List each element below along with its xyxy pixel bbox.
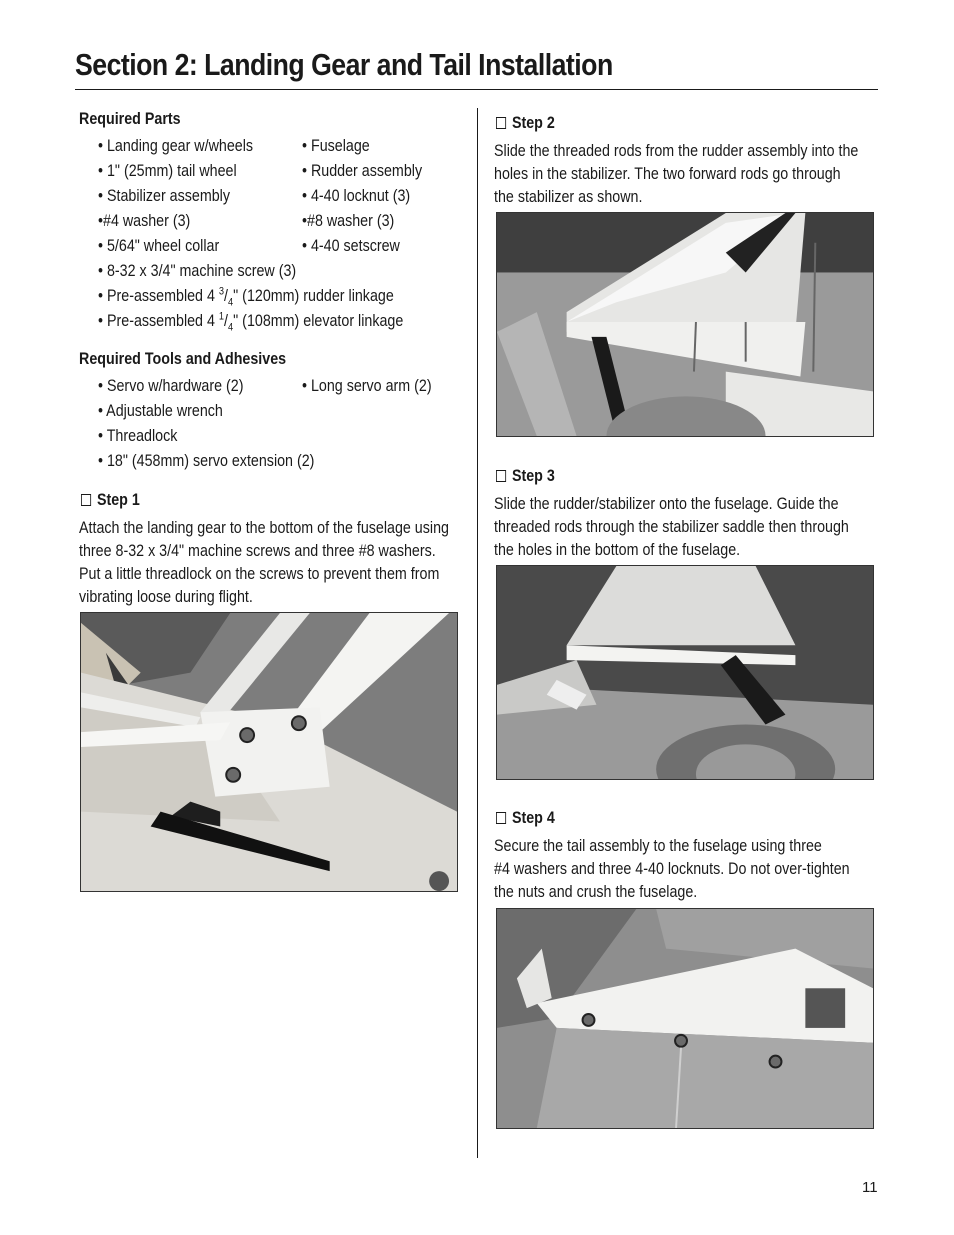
step-1-heading[interactable]: Step 1 [81, 490, 140, 510]
tool-item: • Threadlock [98, 426, 178, 445]
step-1-text: Attach the landing gear to the bottom of the fuselage using three 8-32 x 3/4" machine screws and three #8 washers. Put a little threadlock on the screws to prevent them from vibrating loose during flight. [79, 518, 449, 606]
tool-item: • Servo w/hardware (2) [98, 376, 244, 395]
part-item: • Stabilizer assembly [98, 186, 230, 205]
part-item: • 1" (25mm) tail wheel [98, 161, 237, 180]
step-4-checkbox-icon[interactable] [496, 812, 506, 824]
part-item: • 5/64" wheel collar [98, 236, 220, 255]
step-2-text: Slide the threaded rods from the rudder assembly into the holes in the stabilizer. The two forward rods go through the stabilizer as shown. [494, 141, 859, 206]
step-3-photo-tail-on-fuselage [496, 565, 874, 780]
column-divider [477, 108, 478, 1158]
required-parts-heading: Required Parts [79, 109, 181, 128]
step-2-checkbox-icon[interactable] [496, 117, 506, 129]
page-title: Section 2: Landing Gear and Tail Installation [75, 47, 613, 82]
step-3-heading[interactable]: Step 3 [496, 466, 555, 486]
title-divider [75, 89, 878, 90]
part-item: • 4-40 locknut (3) [302, 186, 411, 205]
part-item: • Rudder assembly [302, 161, 423, 180]
tool-item: • Adjustable wrench [98, 401, 223, 420]
step-3-checkbox-icon[interactable] [496, 470, 506, 482]
part-item: • 4-40 setscrew [302, 236, 400, 255]
tool-item: • Long servo arm (2) [302, 376, 432, 395]
step-1-photo-landing-gear [80, 612, 458, 892]
step-2-photo-rudder-stabilizer [496, 212, 874, 437]
part-item: • Landing gear w/wheels [98, 136, 254, 155]
step-4-photo-locknuts [496, 908, 874, 1129]
part-item-rudder-linkage: • Pre-assembled 4 $^3/_4$" (120mm) rudder linkage [98, 285, 394, 309]
step-1-checkbox-icon[interactable] [81, 494, 91, 506]
part-item: •#4 washer (3) [98, 211, 191, 230]
tool-item: • 18" (458mm) servo extension (2) [98, 451, 315, 470]
part-item: •#8 washer (3) [302, 211, 395, 230]
step-3-text: Slide the rudder/stabilizer onto the fuselage. Guide the threaded rods through the stabilizer saddle then through the holes in the bottom of the fuselage. [494, 494, 849, 559]
step-2-heading[interactable]: Step 2 [496, 113, 555, 133]
part-item: • Fuselage [302, 136, 370, 155]
step-4-heading[interactable]: Step 4 [496, 808, 555, 828]
part-item-elevator-linkage: • Pre-assembled 4 $^1/_4$" (108mm) elevator linkage [98, 310, 404, 334]
required-tools-heading: Required Tools and Adhesives [79, 349, 287, 368]
part-item: • 8-32 x 3/4" machine screw (3) [98, 261, 297, 280]
page-number: 11 [862, 1179, 878, 1196]
step-4-text: Secure the tail assembly to the fuselage using three #4 washers and three 4-40 locknuts. Do not over-tighten the nuts and crush the fuselage. [494, 836, 850, 901]
